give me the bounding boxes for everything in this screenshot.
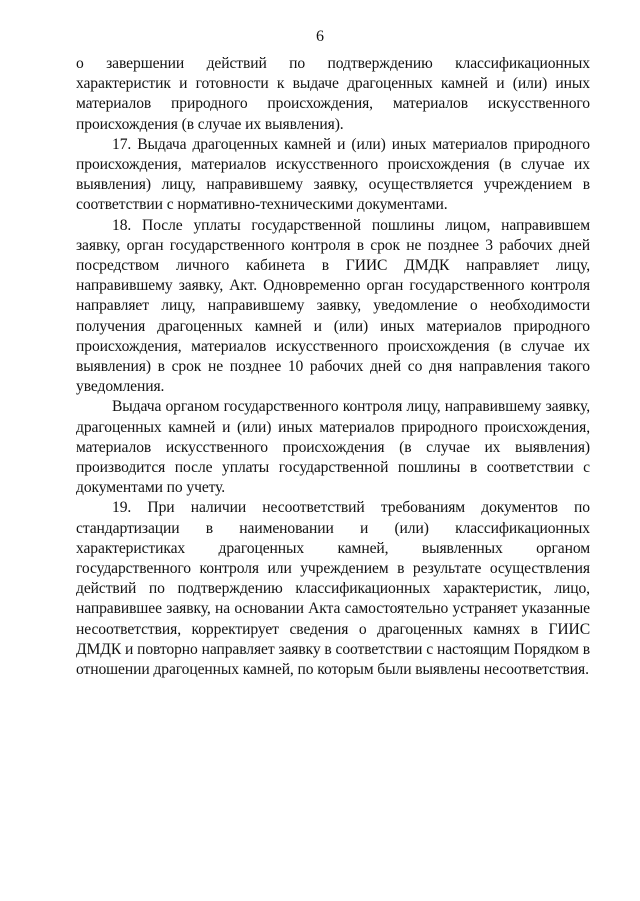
page-number: 6 — [316, 28, 324, 45]
paragraph-19: 19. При наличии несоответствий требованиям документов по стандартизации в наименовании и (или) классификационных характеристиках драгоценных камней, выявленных органом государственного контроля или учреждением в результате осуществления действий по подтверждению классификационных характеристик, лицо, направившее заявку, на основании Акта самостоятельно устраняет указанные несоответствия, корректирует сведения о драгоценных камнях в ГИИС ДМДК и повторно направляет заявку в соответствии с настоящим Порядком в отношении драгоценных камней, по которым были выявлены несоответствия. — [76, 499, 590, 679]
document-body — [76, 54, 590, 680]
paragraph-18-issuance: Выдача органом государственного контроля лицу, направившему заявку, драгоценных камней и (или) иных материалов природного происхождения, материалов искусственного происхождения (в случае их выявления) производится после уплаты государственной пошлины в соответствии с документами по учету. — [76, 398, 590, 497]
paragraph-continuation: о завершении действий по подтверждению классификационных характеристик и готовности к выдаче драгоценных камней и (или) иных материалов природного происхождения, материалов искусственного происхождения (в случае их выявления). — [76, 55, 590, 133]
paragraph-18: 18. После уплаты государственной пошлины лицом, направившем заявку, орган государственного контроля в срок не позднее 3 рабочих дней посредством личного кабинета в ГИИС ДМДК направляет лицу, направившему заявку, Акт. Одновременно орган государственного контроля направляет лицу, направившему заявку, уведомление о необходимости получения драгоценных камней и (или) иных материалов природного происхождения, материалов искусственного происхождения (в случае их выявления) в срок не позднее 10 рабочих дней со дня направления такого уведомления. — [76, 216, 590, 396]
paragraph-17: 17. Выдача драгоценных камней и (или) иных материалов природного происхождения, материалов искусственного происхождения (в случае их выявления) лицу, направившему заявку, осуществляется учреждением в соответствии с нормативно-техническими документами. — [76, 135, 590, 214]
